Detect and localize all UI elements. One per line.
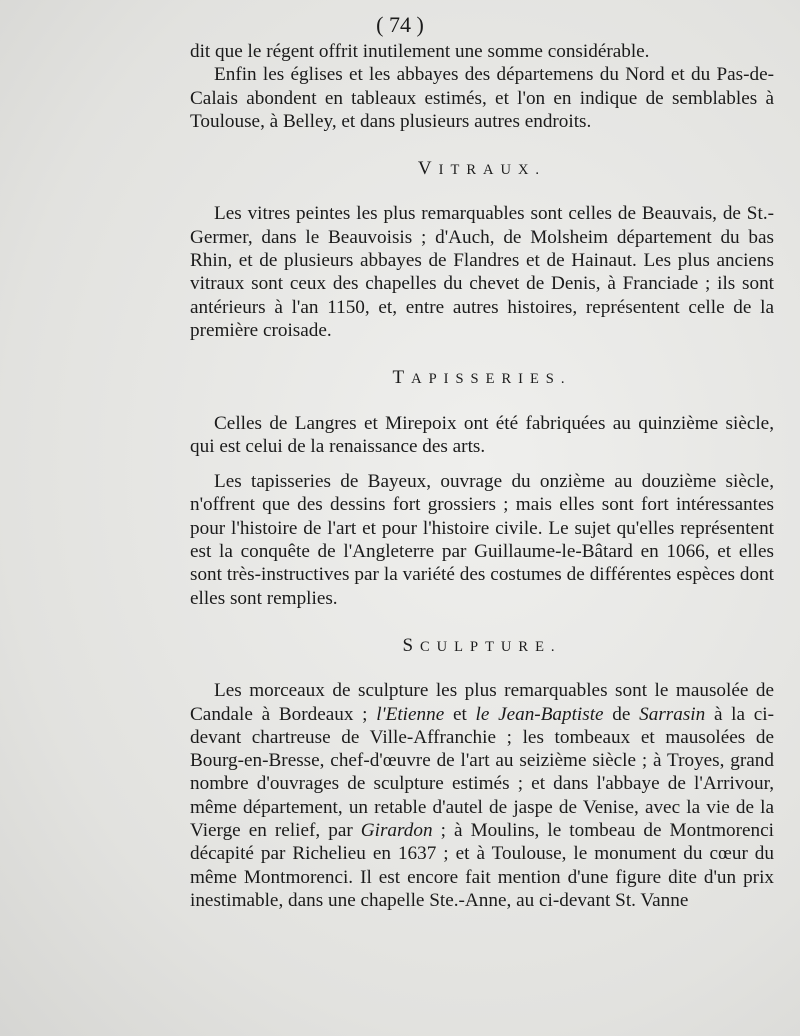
paragraph: dit que le régent offrit inutilement une somme considérable. bbox=[190, 41, 650, 62]
paragraph: Les vitres peintes les plus remarquables sont celles de Beauvais, de St.-Germer, dans le Beauvoisis ; d'Auch, de Molsheim département du bas Rhin, et de plusieurs abbayes de Flandres et de Hainaut. Les plus anciens vitraux sont ceux des chapelles du chevet de Denis, à Franciade ; ils sont antérieurs à l'an 1150, et, entre autres histoires, représentent celle de la première croisade. bbox=[190, 203, 774, 341]
paragraph: Les morceaux de sculpture les plus remarquables sont le mausolée de Candale à Bordeaux ; l'Etienne et le Jean-Baptiste de Sarrasin à la ci-devant chartreuse de Ville-Affranchie ; les tombeaux et mausolées de Bourg-en-Bresse, chef-d'œuvre de l'art au seizième siècle ; à Troyes, grand nombre d'ouvrages de sculpture estimés ; et dans l'abbaye de l'Arrivour, même département, un retable d'autel de jaspe de Venise, avec la vie de la Vierge en relief, par Girardon ; à Moulins, le tombeau de Montmorenci décapité par Richelieu en 1637 ; et à Toulouse, le monument du cœur du même Montmorenci. Il est encore fait mention d'une figure dite d'un prix inestimable, dans une chapelle Ste.-Anne, au ci-devant St. Vanne bbox=[190, 680, 774, 911]
section-heading-tapisseries: TAPISSERIES. bbox=[392, 367, 572, 389]
section-heading-vitraux: VITRAUX. bbox=[417, 158, 547, 180]
section-heading-sculpture: SCULPTURE. bbox=[402, 634, 562, 656]
paragraph: Les tapisseries de Bayeux, ouvrage du onzième au douzième siècle, n'offrent que des dessins fort grossiers ; mais elles sont fort intéressantes pour l'histoire de l'art et pour l'histoire civile. Le sujet qu'elles représentent est la conquête de l'Angleterre par Guillaume-le-Bâtard en 1066, et elles sont très-instructives par la variété des costumes de différentes espèces dont elles sont remplies. bbox=[190, 471, 774, 609]
page-number: ( 74 ) bbox=[376, 12, 424, 37]
paragraph: Enfin les églises et les abbayes des départemens du Nord et du Pas-de-Calais abondent en tableaux estimés, et l'on en indique de semblables à Toulouse, à Belley, et dans plusieurs autres endroits. bbox=[190, 64, 774, 132]
body-text bbox=[190, 40, 774, 912]
paragraph: Celles de Langres et Mirepoix ont été fabriquées au quinzième siècle, qui est celui de la renaissance des arts. bbox=[190, 412, 774, 457]
